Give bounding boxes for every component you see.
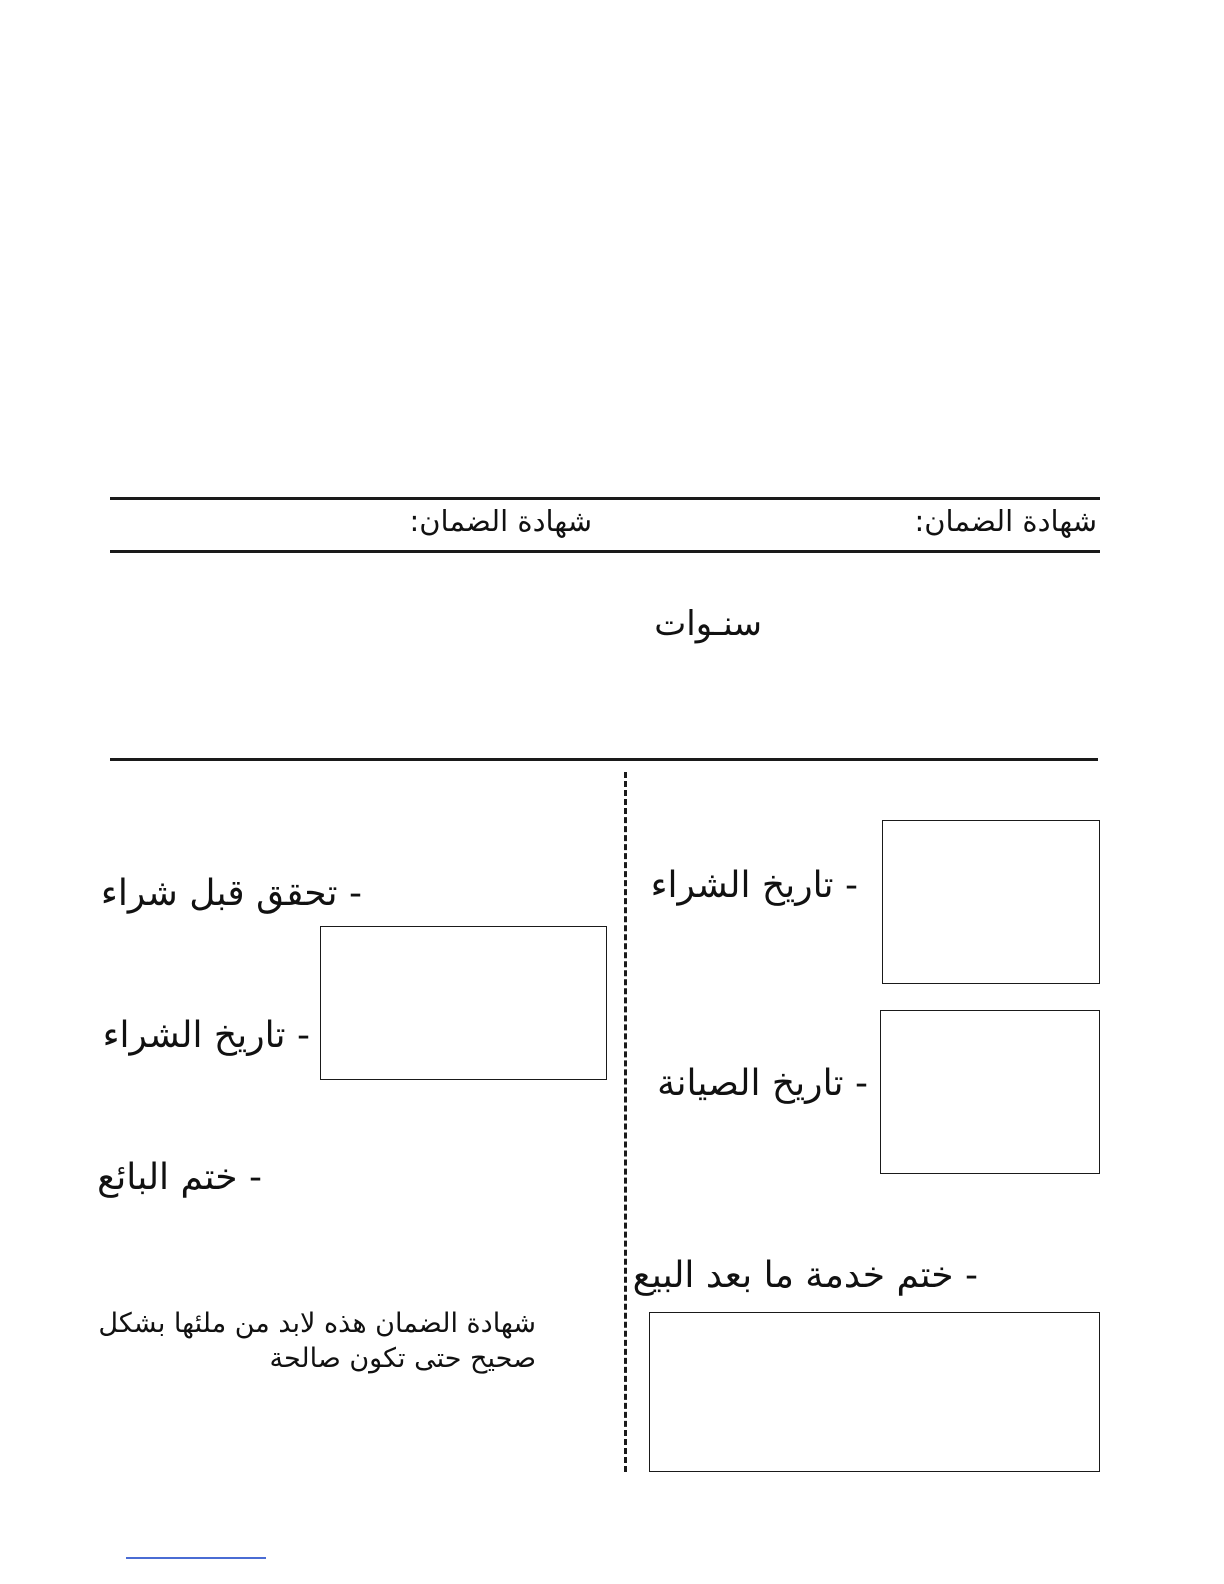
after-sales-stamp-box[interactable]	[649, 1312, 1100, 1472]
left-purchase-date-box[interactable]	[320, 926, 607, 1080]
left-purchase-date-label: - تاريخ الشراء	[102, 1015, 310, 1056]
right-purchase-date-label: - تاريخ الشراء	[650, 865, 858, 906]
validity-note: شهادة الضمان هذه لابد من ملئها بشكل صحيح حتى تكون صالحة	[98, 1308, 536, 1375]
warranty-title-right: شهادة الضمان:	[914, 504, 1097, 538]
verify-before-purchase-label: - تحقق قبل شراء	[100, 873, 362, 914]
after-sales-stamp-label: - ختم خدمة ما بعد البيع	[632, 1255, 978, 1296]
right-purchase-date-box[interactable]	[882, 820, 1100, 984]
header-bottom-rule	[110, 550, 1100, 553]
right-maintenance-date-label: - تاريخ الصيانة	[657, 1063, 868, 1104]
cut-line	[624, 772, 627, 1472]
warranty-title-left: شهادة الضمان:	[409, 504, 592, 538]
section-divider-rule	[110, 758, 1098, 761]
right-maintenance-date-box[interactable]	[880, 1010, 1100, 1174]
header-top-rule	[110, 497, 1100, 500]
years-label: سنـوات	[654, 604, 762, 644]
footer-link-underline[interactable]	[126, 1557, 266, 1559]
seller-stamp-label: - ختم البائع	[97, 1157, 262, 1198]
